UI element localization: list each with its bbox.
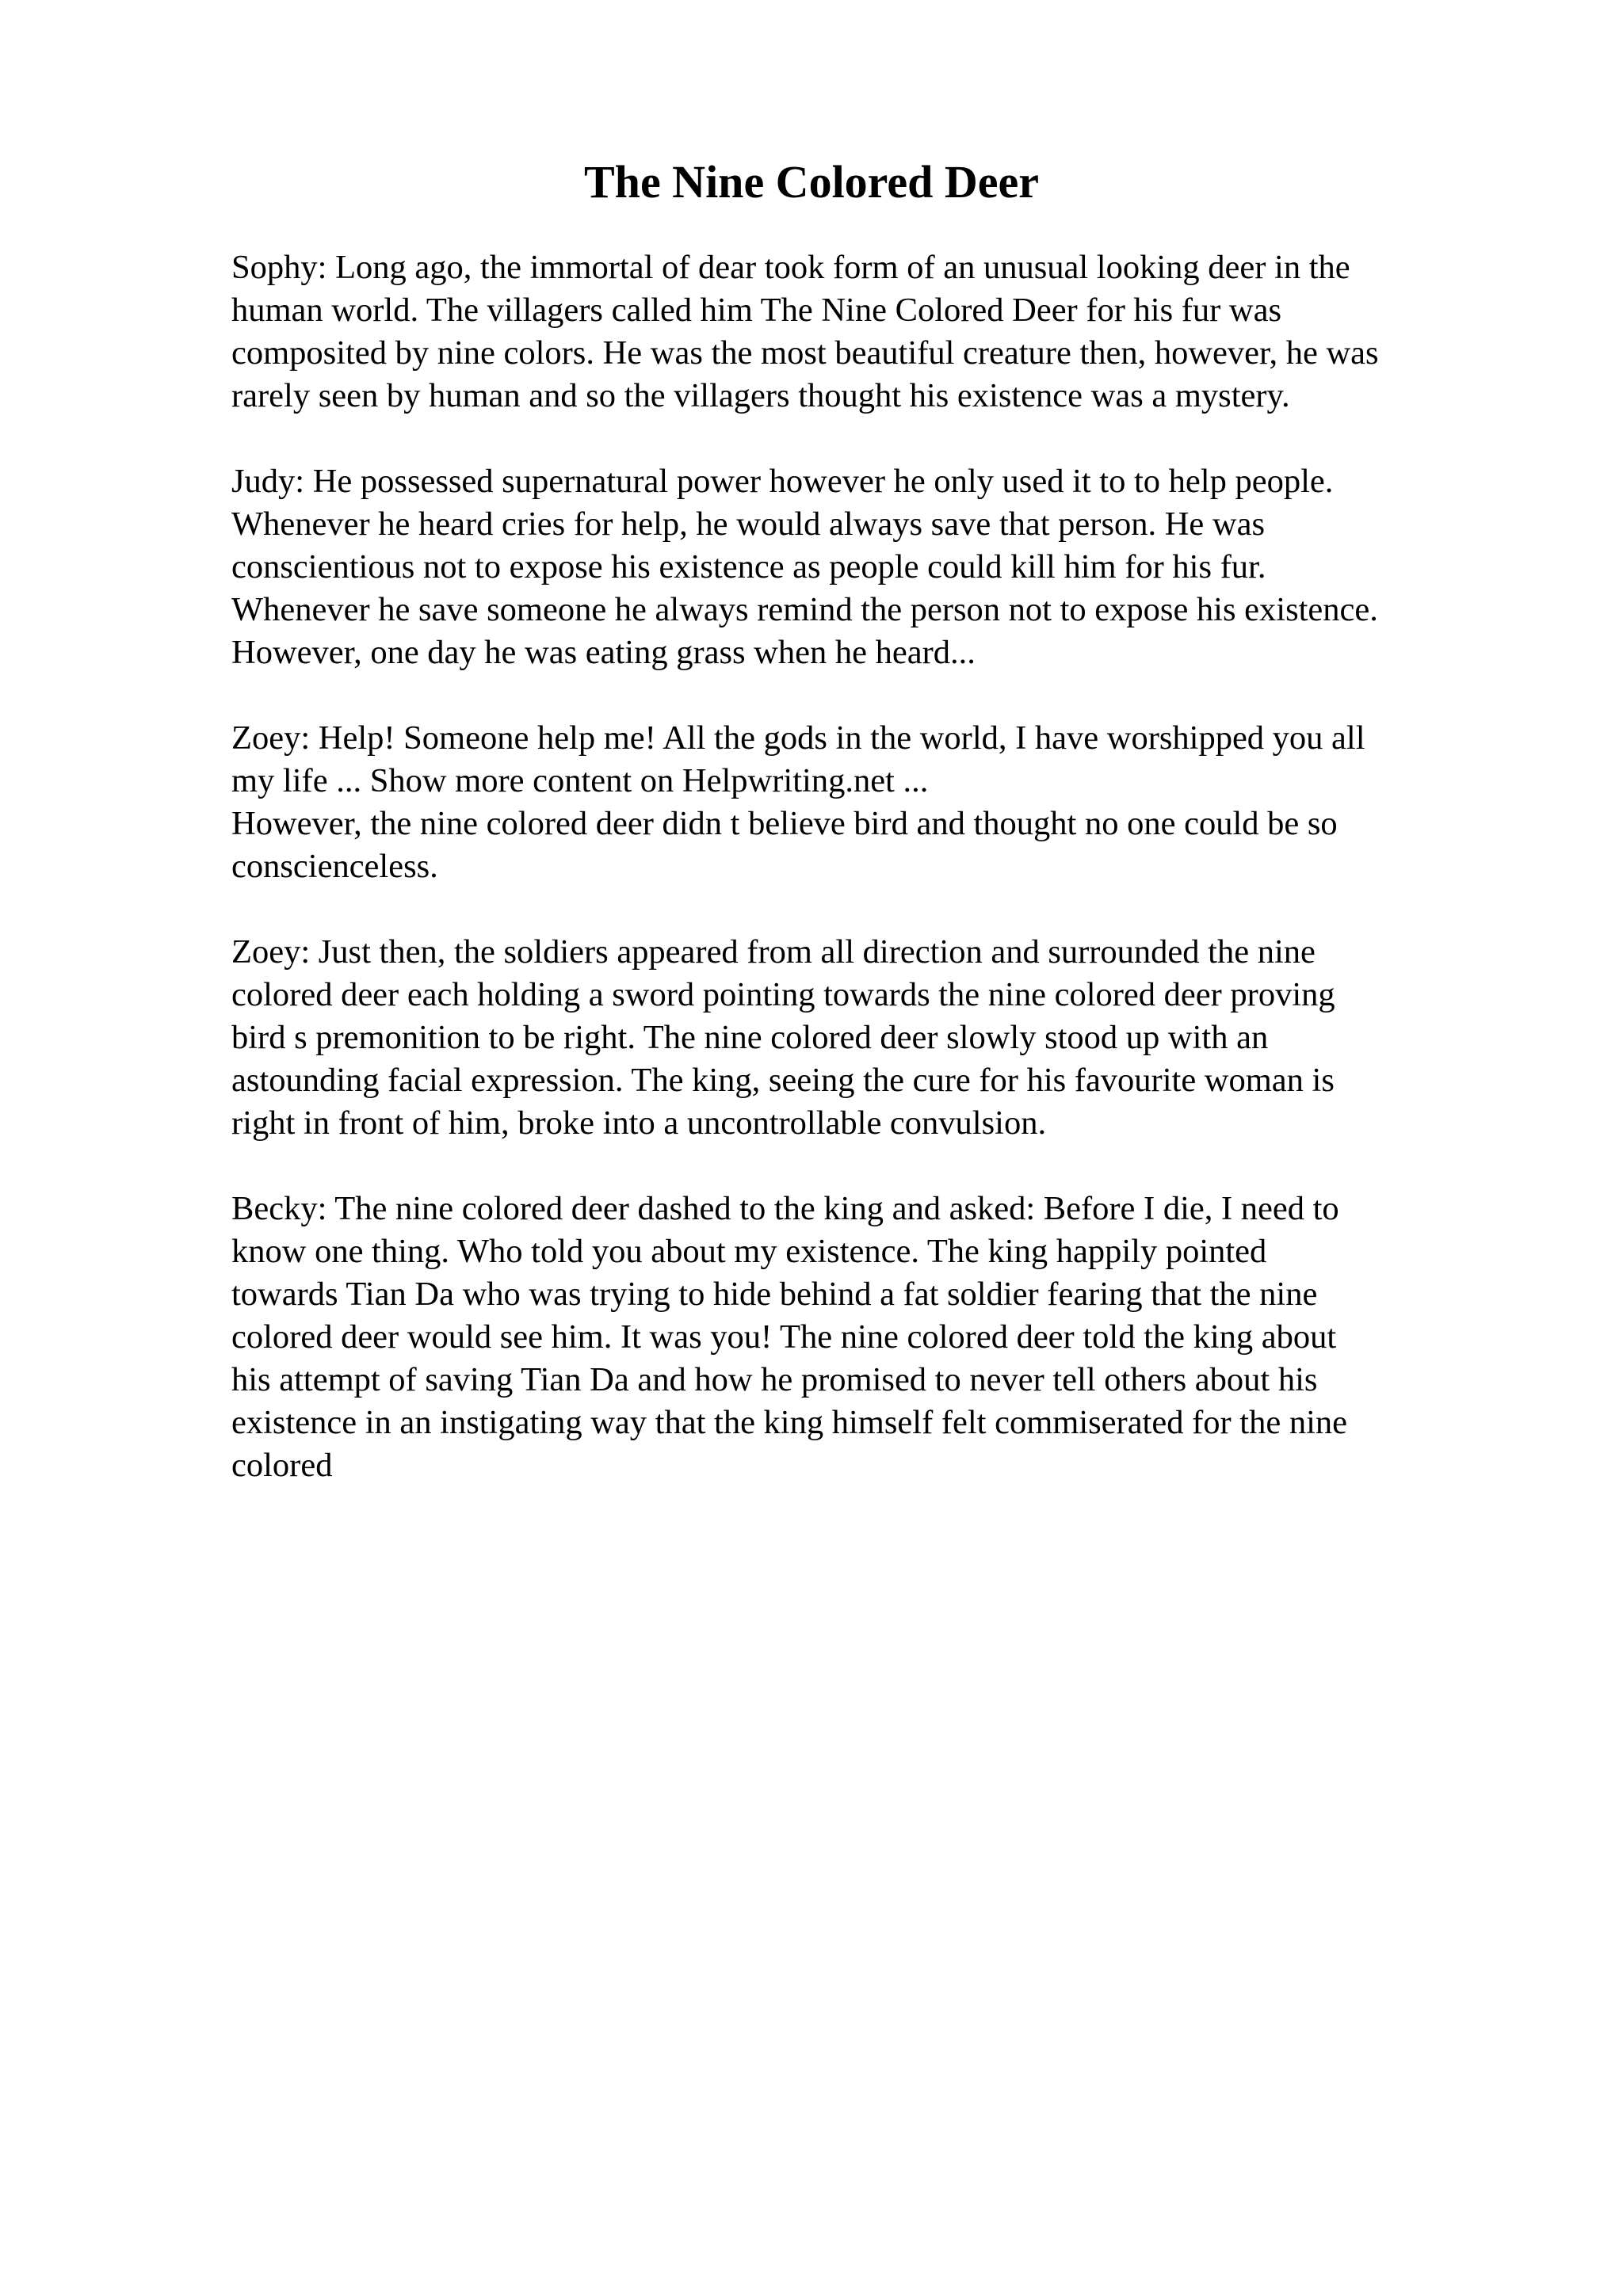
text-line: Sophy: Long ago, the immortal of dear took form of an unusual looking deer in the bbox=[231, 249, 1350, 286]
document-title: The Nine Colored Deer bbox=[584, 156, 1039, 208]
text-line: know one thing. Who told you about my existence. The king happily pointed bbox=[231, 1233, 1267, 1270]
text-line: However, one day he was eating grass when he heard... bbox=[231, 634, 976, 671]
text-line: composited by nine colors. He was the most beautiful creature then, however, he was bbox=[231, 334, 1379, 372]
paragraph bbox=[231, 246, 1515, 418]
text-line: colored deer each holding a sword pointing towards the nine colored deer proving bbox=[231, 976, 1335, 1013]
text-line: right in front of him, broke into a uncontrollable convulsion. bbox=[231, 1104, 1047, 1142]
text-line: rarely seen by human and so the villagers thought his existence was a mystery. bbox=[231, 377, 1290, 414]
paragraph bbox=[231, 460, 1515, 674]
text-line: Whenever he heard cries for help, he would always save that person. He was bbox=[231, 505, 1266, 543]
text-line: Zoey: Just then, the soldiers appeared from all direction and surrounded the nine bbox=[231, 933, 1316, 971]
text-line: colored bbox=[231, 1447, 333, 1484]
text-line: conscientious not to expose his existence as people could kill him for his fur. bbox=[231, 548, 1266, 585]
text-line: existence in an instigating way that the king himself felt commiserated for the nine bbox=[231, 1404, 1347, 1441]
text-line: bird s premonition to be right. The nine colored deer slowly stood up with an bbox=[231, 1019, 1269, 1056]
text-line: colored deer would see him. It was you! The nine colored deer told the king about bbox=[231, 1318, 1337, 1356]
text-line: Becky: The nine colored deer dashed to the king and asked: Before I die, I need to bbox=[231, 1190, 1339, 1227]
text-line: Judy: He possessed supernatural power however he only used it to to help people. bbox=[231, 463, 1334, 500]
text-line: human world. The villagers called him The Nine Colored Deer for his fur was bbox=[231, 292, 1282, 329]
text-line: his attempt of saving Tian Da and how he promised to never tell others about his bbox=[231, 1361, 1318, 1398]
paragraph bbox=[231, 717, 1515, 888]
document-body bbox=[231, 246, 1515, 1530]
text-line: However, the nine colored deer didn t believe bird and thought no one could be so bbox=[231, 805, 1338, 842]
text-line: Whenever he save someone he always remind the person not to expose his existence. bbox=[231, 591, 1378, 628]
text-line: towards Tian Da who was trying to hide behind a fat soldier fearing that the nine bbox=[231, 1276, 1318, 1313]
text-line: Zoey: Help! Someone help me! All the gods in the world, I have worshipped you all bbox=[231, 719, 1365, 757]
text-line: astounding facial expression. The king, seeing the cure for his favourite woman is bbox=[231, 1062, 1335, 1099]
paragraph bbox=[231, 931, 1515, 1145]
paragraph bbox=[231, 1188, 1515, 1487]
text-line: my life ... Show more content on Helpwriting.net ... bbox=[231, 762, 929, 799]
text-line: conscienceless. bbox=[231, 848, 438, 885]
